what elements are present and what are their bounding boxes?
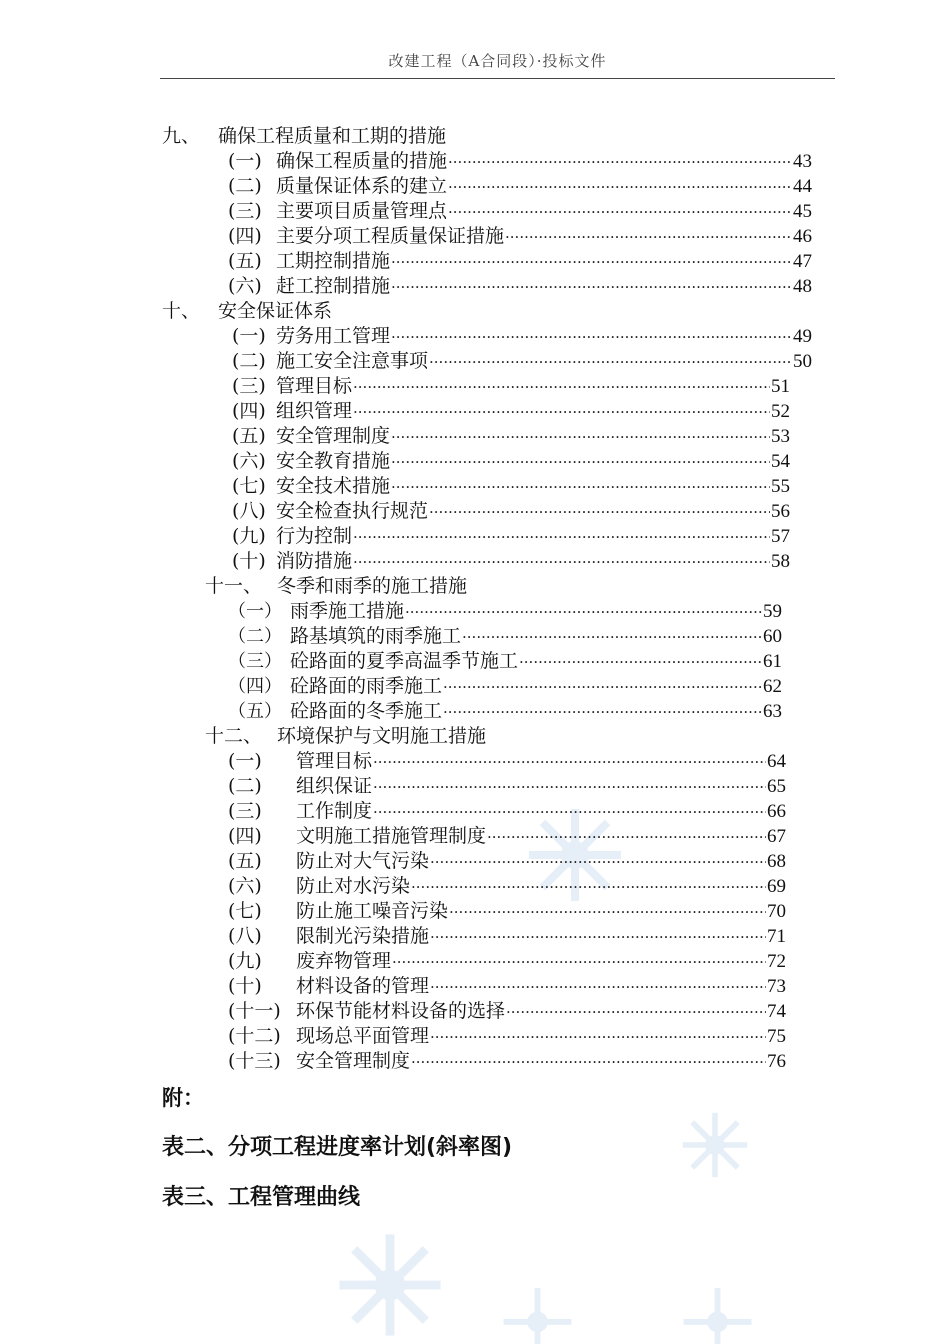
snowflake-watermark-icon (680, 1285, 755, 1344)
toc-section-heading (205, 724, 486, 749)
toc-entry[interactable] (232, 399, 790, 424)
dot-leader (449, 900, 766, 925)
entry-title: 行为控制 (276, 525, 353, 547)
toc-entry[interactable] (228, 899, 786, 924)
entry-page: 64 (767, 751, 786, 772)
entry-page: 53 (771, 426, 790, 447)
entry-title: 管理目标 (296, 750, 373, 772)
entry-label: (二) (228, 775, 262, 797)
section-number: 十二、 (205, 725, 263, 747)
toc-entry[interactable] (232, 424, 790, 449)
entry-label: (九) (232, 525, 266, 547)
entry-title: 环保节能材料设备的选择 (296, 1000, 506, 1022)
entry-label: (二) (232, 350, 266, 372)
entry-title: 文明施工措施管理制度 (296, 825, 487, 847)
dot-leader (391, 250, 792, 275)
dot-leader (448, 175, 792, 200)
dot-leader (373, 775, 766, 800)
entry-title: 安全教育措施 (276, 450, 391, 472)
toc-entry[interactable] (232, 549, 790, 574)
dot-leader (373, 800, 766, 825)
entry-title: 废弃物管理 (296, 950, 392, 972)
entry-page: 47 (793, 251, 812, 272)
toc-entry[interactable] (228, 624, 782, 649)
entry-page: 65 (767, 776, 786, 797)
entry-label: (七) (228, 900, 262, 922)
entry-page: 76 (767, 1051, 786, 1072)
toc-section-heading (162, 124, 446, 149)
entry-title: 限制光污染措施 (296, 925, 430, 947)
entry-title: 主要项目质量管理点 (276, 200, 448, 222)
entry-page: 71 (767, 926, 786, 947)
entry-title: 组织管理 (276, 400, 353, 422)
entry-title: 现场总平面管理 (296, 1025, 430, 1047)
entry-title: 消防措施 (276, 550, 353, 572)
entry-page: 61 (763, 651, 782, 672)
entry-title: 施工安全注意事项 (276, 350, 429, 372)
entry-page: 72 (767, 951, 786, 972)
toc-entry[interactable] (228, 674, 782, 699)
entry-page: 67 (767, 826, 786, 847)
entry-title: 赶工控制措施 (276, 275, 391, 297)
dot-leader (430, 975, 766, 1000)
dot-leader (353, 400, 770, 425)
entry-label: (九) (228, 950, 262, 972)
entry-page: 62 (763, 676, 782, 697)
snowflake-watermark-icon (680, 1110, 750, 1180)
toc-entry[interactable] (228, 174, 812, 199)
entry-page: 59 (763, 601, 782, 622)
entry-label: (八) (232, 500, 266, 522)
entry-label: (一) (228, 750, 262, 772)
entry-label: (四) (232, 400, 266, 422)
toc-entry[interactable] (228, 249, 812, 274)
toc-entry[interactable] (232, 524, 790, 549)
entry-label: (十一) (228, 1000, 281, 1022)
dot-leader (430, 925, 766, 950)
dot-leader (448, 200, 792, 225)
entry-page: 69 (767, 876, 786, 897)
header-title: 改建工程（A合同段）·投标文件 (388, 52, 607, 70)
entry-label: （二） (228, 626, 282, 647)
entry-title: 材料设备的管理 (296, 975, 430, 997)
toc-entry[interactable] (232, 499, 790, 524)
toc-entry[interactable] (228, 749, 786, 774)
entry-label: (六) (228, 275, 262, 297)
dot-leader (411, 1050, 766, 1075)
entry-label: (五) (232, 425, 266, 447)
section-title: 环境保护与文明施工措施 (277, 725, 487, 747)
entry-title: 工期控制措施 (276, 250, 391, 272)
toc-entry[interactable] (228, 849, 786, 874)
toc-entry[interactable] (228, 824, 786, 849)
toc-entry[interactable] (228, 1049, 786, 1074)
dot-leader (429, 350, 792, 375)
entry-label: (五) (228, 250, 262, 272)
entry-label: （一） (228, 601, 282, 622)
dot-leader (505, 225, 792, 250)
appendix-label: 附： (162, 1086, 204, 1110)
entry-label: (十三) (228, 1050, 281, 1072)
entry-page: 49 (793, 326, 812, 347)
entry-page: 60 (763, 626, 782, 647)
entry-page: 45 (793, 201, 812, 222)
toc-entry[interactable] (228, 949, 786, 974)
entry-page: 66 (767, 801, 786, 822)
toc-entry[interactable] (228, 774, 786, 799)
toc-entry[interactable] (228, 974, 786, 999)
toc-entry[interactable] (228, 599, 782, 624)
toc-entry[interactable] (232, 474, 790, 499)
dot-leader (391, 475, 770, 500)
entry-page: 52 (771, 401, 790, 422)
toc-entry[interactable] (228, 224, 812, 249)
entry-label: (一) (228, 150, 262, 172)
entry-page: 63 (763, 701, 782, 722)
entry-label: （四） (228, 676, 282, 697)
dot-leader (392, 950, 766, 975)
dot-leader (443, 675, 762, 700)
entry-page: 74 (767, 1001, 786, 1022)
entry-title: 劳务用工管理 (276, 325, 391, 347)
dot-leader (353, 550, 770, 575)
entry-label: (三) (232, 375, 266, 397)
entry-label: (十) (232, 550, 266, 572)
dot-leader (391, 425, 770, 450)
dot-leader (405, 600, 762, 625)
dot-leader (519, 650, 762, 675)
entry-page: 56 (771, 501, 790, 522)
section-title: 确保工程质量和工期的措施 (218, 125, 447, 147)
entry-page: 75 (767, 1026, 786, 1047)
toc-entry[interactable] (228, 999, 786, 1024)
dot-leader (353, 525, 770, 550)
dot-leader (430, 850, 766, 875)
entry-title: 管理目标 (276, 375, 353, 397)
entry-page: 58 (771, 551, 790, 572)
section-number: 十、 (162, 300, 201, 322)
entry-page: 44 (793, 176, 812, 197)
toc-entry[interactable] (228, 924, 786, 949)
dot-leader (391, 325, 792, 350)
entry-label: (一) (232, 325, 266, 347)
section-title: 冬季和雨季的施工措施 (277, 575, 468, 597)
section-number: 十一、 (205, 575, 263, 597)
toc-entry[interactable] (228, 149, 812, 174)
dot-leader (411, 875, 766, 900)
toc-entry[interactable] (232, 349, 812, 374)
dot-leader (443, 700, 762, 725)
entry-page: 68 (767, 851, 786, 872)
entry-title: 安全管理制度 (276, 425, 391, 447)
entry-title: 工作制度 (296, 800, 373, 822)
toc-entry[interactable] (228, 199, 812, 224)
entry-page: 73 (767, 976, 786, 997)
toc-entry[interactable] (228, 1024, 786, 1049)
entry-title: 路基填筑的雨季施工 (290, 625, 462, 647)
dot-leader (391, 275, 792, 300)
entry-title: 砼路面的冬季施工 (290, 700, 443, 722)
dot-leader (487, 825, 766, 850)
entry-label: (二) (228, 175, 262, 197)
snowflake-watermark-icon (330, 1230, 450, 1340)
dot-leader (506, 1000, 766, 1025)
entry-label: (六) (232, 450, 266, 472)
entry-label: （五） (228, 701, 282, 722)
entry-page: 51 (771, 376, 790, 397)
dot-leader (353, 375, 770, 400)
entry-label: (三) (228, 800, 262, 822)
dot-leader (373, 750, 766, 775)
entry-label: (十二) (228, 1025, 281, 1047)
dot-leader (462, 625, 762, 650)
appendix-item: 表二、分项工程进度率计划(斜率图) (162, 1135, 513, 1160)
page-header (160, 50, 835, 79)
entry-title: 防止施工噪音污染 (296, 900, 449, 922)
entry-title: 砼路面的雨季施工 (290, 675, 443, 697)
toc-entry[interactable] (228, 799, 786, 824)
toc-section-heading (162, 299, 332, 324)
entry-label: (七) (232, 475, 266, 497)
entry-label: (三) (228, 200, 262, 222)
toc-entry[interactable] (228, 874, 786, 899)
toc-entry[interactable] (232, 324, 812, 349)
appendix-item: 表三、工程管理曲线 (162, 1185, 361, 1210)
entry-title: 组织保证 (296, 775, 373, 797)
entry-label: (四) (228, 825, 262, 847)
entry-label: (四) (228, 225, 262, 247)
entry-label: (十) (228, 975, 262, 997)
entry-label: （三） (228, 651, 282, 672)
snowflake-watermark-icon (500, 1285, 575, 1344)
dot-leader (429, 500, 770, 525)
toc-entry[interactable] (232, 449, 790, 474)
entry-title: 安全检查执行规范 (276, 500, 429, 522)
toc-entry[interactable] (232, 374, 790, 399)
dot-leader (430, 1025, 766, 1050)
entry-page: 57 (771, 526, 790, 547)
entry-page: 48 (793, 276, 812, 297)
section-number: 九、 (162, 125, 201, 147)
entry-title: 防止对大气污染 (296, 850, 430, 872)
entry-title: 安全管理制度 (296, 1050, 411, 1072)
entry-title: 防止对水污染 (296, 875, 411, 897)
entry-page: 54 (771, 451, 790, 472)
entry-label: (六) (228, 875, 262, 897)
entry-label: (八) (228, 925, 262, 947)
toc-entry[interactable] (228, 699, 782, 724)
entry-page: 70 (767, 901, 786, 922)
entry-page: 55 (771, 476, 790, 497)
entry-title: 质量保证体系的建立 (276, 175, 448, 197)
entry-page: 50 (793, 351, 812, 372)
section-title: 安全保证体系 (218, 300, 333, 322)
toc-section-heading (205, 574, 467, 599)
entry-title: 确保工程质量的措施 (276, 150, 448, 172)
entry-page: 46 (793, 226, 812, 247)
entry-title: 砼路面的夏季高温季节施工 (290, 650, 519, 672)
dot-leader (448, 150, 792, 175)
entry-title: 主要分项工程质量保证措施 (276, 225, 505, 247)
toc-entry[interactable] (228, 274, 812, 299)
entry-page: 43 (793, 151, 812, 172)
entry-label: (五) (228, 850, 262, 872)
entry-title: 雨季施工措施 (290, 600, 405, 622)
dot-leader (391, 450, 770, 475)
toc-entry[interactable] (228, 649, 782, 674)
entry-title: 安全技术措施 (276, 475, 391, 497)
